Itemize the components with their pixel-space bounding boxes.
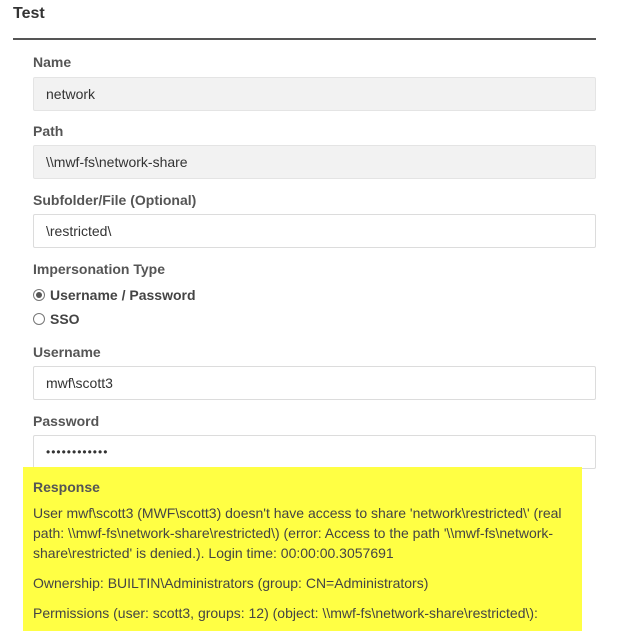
path-label: Path	[33, 123, 64, 139]
response-message: User mwf\scott3 (MWF\scott3) doesn't have access to share 'network\restricted\' (real path: \\mwf-fs\network-share\restricted\) (error: Access to the path '\\mwf-fs\network-share\restricted' is denied.). Login time: 00:00:00.3057691	[33, 505, 562, 561]
response-permissions: Permissions (user: scott3, groups: 12) (object: \\mwf-fs\network-share\restricted\):	[33, 605, 538, 621]
password-label: Password	[33, 413, 100, 429]
response-title: Response	[33, 479, 100, 495]
section-divider	[13, 38, 596, 40]
impersonation-option-label: SSO	[50, 311, 80, 327]
response-ownership: Ownership: BUILTIN\Administrators (group: CN=Administrators)	[33, 575, 429, 591]
path-field[interactable]: \\mwf-fs\network-share	[33, 145, 596, 179]
username-label: Username	[33, 344, 101, 360]
impersonation-type-label: Impersonation Type	[33, 261, 165, 277]
radio-unchecked-icon[interactable]	[33, 313, 45, 325]
name-label: Name	[33, 54, 72, 70]
username-input[interactable]: mwf\scott3	[33, 366, 596, 400]
password-input[interactable]: ••••••••••••	[33, 435, 596, 469]
impersonation-option-sso[interactable]	[33, 311, 80, 327]
response-panel	[23, 467, 582, 631]
subfolder-label: Subfolder/File (Optional)	[33, 192, 197, 208]
name-field[interactable]: network	[33, 77, 596, 111]
section-title: Test	[13, 5, 45, 22]
impersonation-option-username-password[interactable]	[33, 287, 196, 303]
impersonation-option-label: Username / Password	[50, 287, 196, 303]
radio-checked-icon[interactable]	[33, 289, 45, 301]
subfolder-input[interactable]: \restricted\	[33, 214, 596, 248]
